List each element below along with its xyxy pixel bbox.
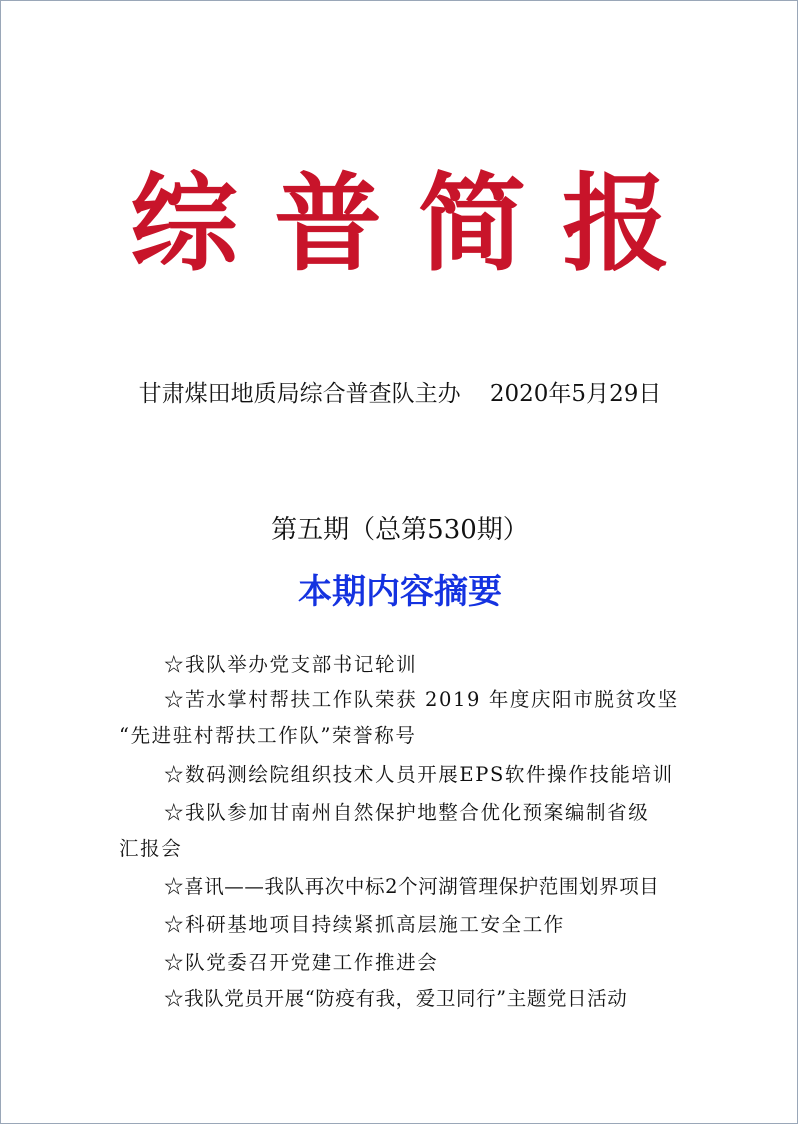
toc-item-continuation: “先进驻村帮扶工作队”荣誉称号 [119,724,417,747]
toc-item-continuation: 汇报会 [119,837,183,860]
toc-item: ☆我队参加甘南州自然保护地整合优化预案编制省级 [164,801,650,824]
toc-item: ☆队党委召开党建工作推进会 [164,951,439,974]
issue-line: 第五期（总第530期） [271,515,529,545]
summary-heading: 本期内容摘要 [298,572,502,612]
toc-item: ☆喜讯——我队再次中标2个河湖管理保护范围划界项目 [164,875,660,898]
toc-item: ☆我队党员开展“防疫有我，爱卫同行”主题党日活动 [164,987,628,1010]
toc-item: ☆科研基地项目持续紧抓高层施工安全工作 [164,913,565,936]
toc-item: ☆我队举办党支部书记轮训 [164,653,418,676]
toc-item: ☆苦水掌村帮扶工作队荣获 2019 年度庆阳市脱贫攻坚 [164,688,679,711]
publisher-line: 甘肃煤田地质局综合普查队主办 2020年5月29日 [138,381,662,407]
toc-item: ☆数码测绘院组织技术人员开展EPS软件操作技能培训 [164,763,674,786]
newsletter-title: 综普简报 [129,162,706,286]
